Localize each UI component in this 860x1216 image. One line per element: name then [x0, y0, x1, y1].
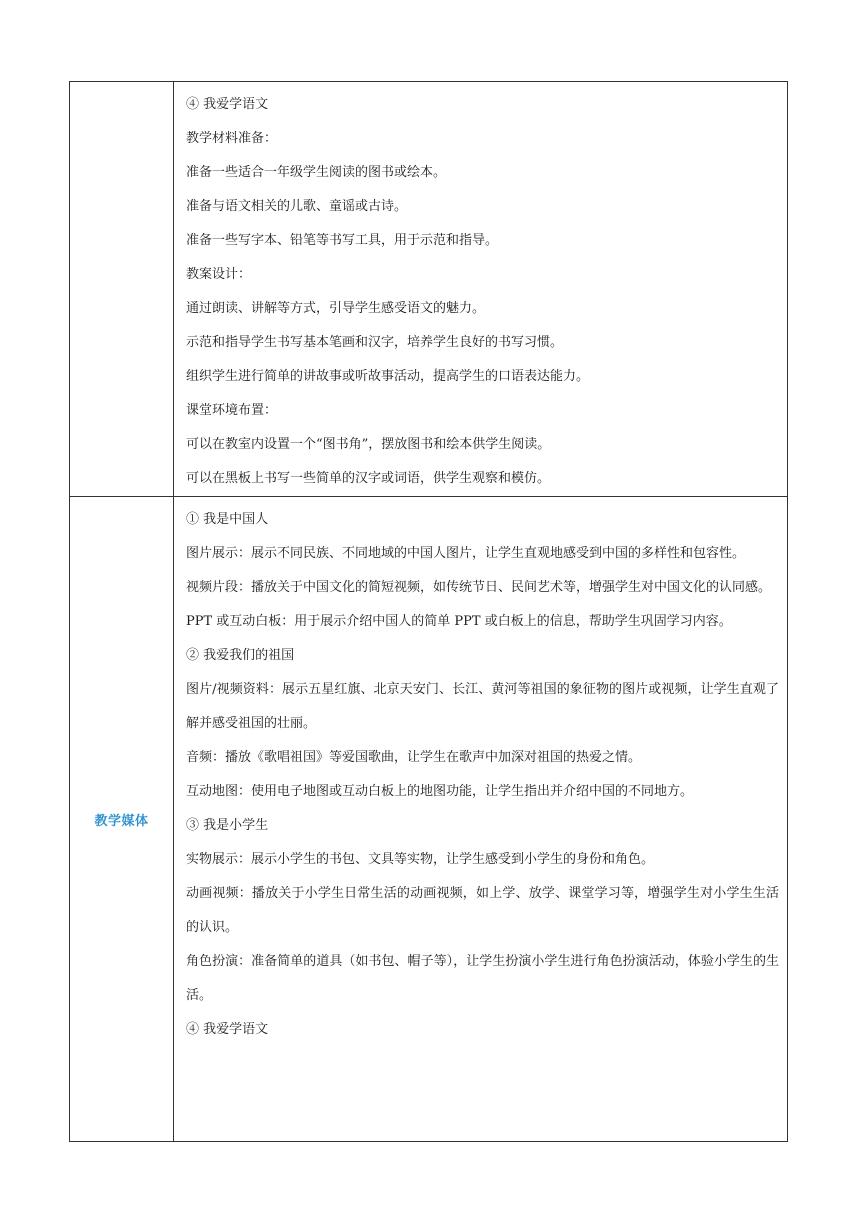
- paragraph: 互动地图：使用电子地图或互动白板上的地图功能，让学生指出并介绍中国的不同地方。: [186, 784, 694, 799]
- paragraph: 可以在黑板上书写一些简单的汉字或词语，供学生观察和模仿。: [186, 471, 551, 486]
- paragraph: 通过朗读、讲解等方式，引导学生感受语文的魅力。: [186, 301, 486, 316]
- row-label-cell: [70, 497, 174, 1142]
- table-row-media: [70, 497, 788, 1142]
- paragraph: 示范和指导学生书写基本笔画和汉字，培养学生良好的书写习惯。: [186, 335, 564, 350]
- paragraph: 实物展示：展示小学生的书包、文具等实物，让学生感受到小学生的身份和角色。: [186, 852, 655, 867]
- paragraph: 图片/视频资料：展示五星红旗、北京天安门、长江、黄河等祖国的象征物的图片或视频，让学生直观了解并感受祖国的壮丽。: [186, 682, 779, 731]
- subheading-i-am-pupil: ③ 我是小学生: [186, 818, 269, 833]
- materials-heading: 教学材料准备：: [186, 131, 278, 146]
- subheading-learn-chinese: ④ 我爱学语文: [186, 1022, 269, 1037]
- paragraph: 可以在教室内设置一个“图书角”，摆放图书和绘本供学生阅读。: [186, 437, 551, 452]
- row-content-cell: [174, 82, 788, 497]
- paragraph: 角色扮演：准备简单的道具（如书包、帽子等），让学生扮演小学生进行角色扮演活动，体验小学生的生活。: [186, 954, 779, 1003]
- paragraph: 准备一些写字本、铅笔等书写工具，用于示范和指导。: [186, 233, 499, 248]
- media-content: [174, 497, 787, 1047]
- paragraph: PPT 或互动白板：用于展示介绍中国人的简单 PPT 或白板上的信息，帮助学生巩固学习内容。: [186, 614, 732, 629]
- subheading-i-am-chinese: ① 我是中国人: [186, 512, 269, 527]
- paragraph: 音频：播放《歌唱祖国》等爱国歌曲，让学生在歌声中加深对祖国的热爱之情。: [186, 750, 642, 765]
- subheading-love-motherland: ② 我爱我们的祖国: [186, 648, 295, 663]
- paragraph: 图片展示：展示不同民族、不同地域的中国人图片，让学生直观地感受到中国的多样性和包容性。: [186, 546, 746, 561]
- row-content-cell: [174, 497, 788, 1142]
- paragraph: 准备一些适合一年级学生阅读的图书或绘本。: [186, 165, 447, 180]
- row-label-cell: [70, 82, 174, 497]
- paragraph: 准备与语文相关的儿歌、童谣或古诗。: [186, 199, 408, 214]
- lesson-plan-table: [69, 81, 788, 1142]
- paragraph: 视频片段：播放关于中国文化的简短视频，如传统节日、民间艺术等，增强学生对中国文化的认同感。: [186, 580, 772, 595]
- paragraph: 动画视频：播放关于小学生日常生活的动画视频，如上学、放学、课堂学习等，增强学生对小学生生活的认识。: [186, 886, 779, 935]
- paragraph: 组织学生进行简单的讲故事或听故事活动，提高学生的口语表达能力。: [186, 369, 590, 384]
- environment-heading: 课堂环境布置：: [186, 403, 278, 418]
- design-heading: 教案设计：: [186, 267, 252, 282]
- subheading-learn-chinese: ④ 我爱学语文: [186, 97, 269, 112]
- materials-content: [174, 82, 787, 496]
- row-label-teaching-media: 教学媒体: [94, 813, 149, 829]
- table-row-materials: [70, 82, 788, 497]
